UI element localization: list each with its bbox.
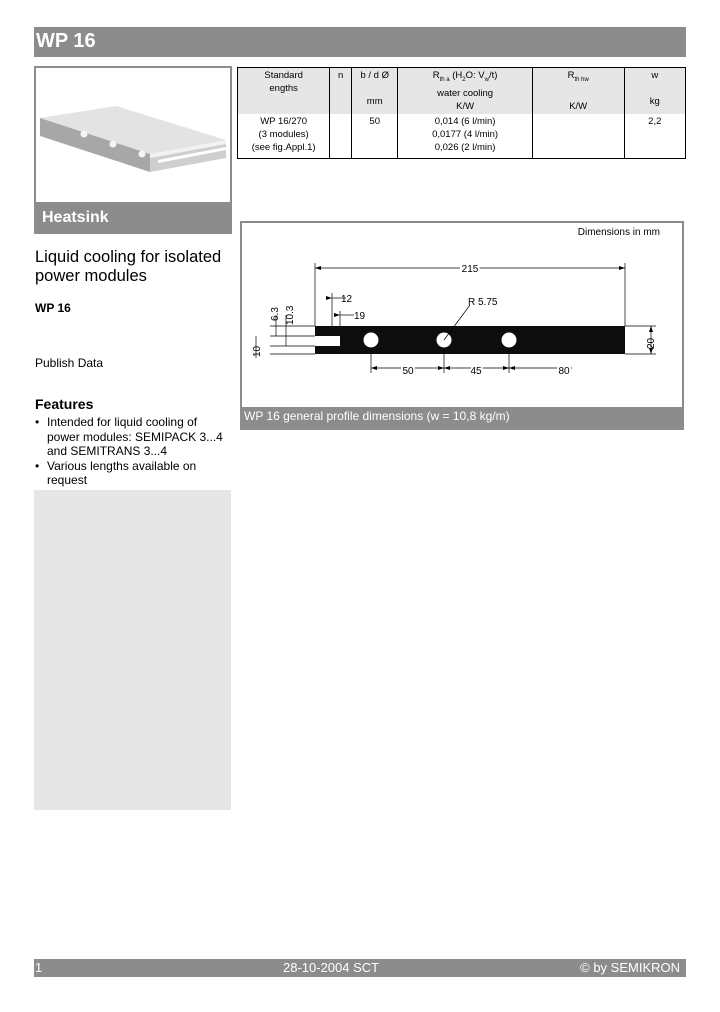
page-number: 1: [35, 960, 43, 975]
features-list: [35, 415, 231, 488]
cell-n: [330, 114, 352, 159]
spec-table: [237, 67, 686, 159]
cell-b-d: 50: [352, 114, 398, 159]
profile-drawing: [242, 223, 682, 407]
footer-bar: [34, 959, 686, 977]
features-heading: Features: [35, 396, 94, 412]
dimension-arrows: [315, 266, 653, 370]
cell-lengths: WP 16/270 (3 modules) (see fig.Appl.1): [238, 114, 330, 159]
dim-6-3: 6.3: [270, 307, 281, 321]
product-image: [36, 68, 230, 202]
header-n: n: [330, 68, 352, 114]
drawing-frame: [240, 221, 684, 430]
units-note: Dimensions in mm: [577, 227, 660, 238]
header-rth-water: $R_{th a}$ ($H_2O$: $V_w/t$) water cooling K/W: [398, 68, 532, 114]
footer-copyright: © by SEMIKRON: [580, 960, 680, 975]
feature-item: • Various lengths available on request: [35, 459, 231, 488]
title-bar: [34, 27, 686, 57]
dim-45: 45: [470, 366, 482, 377]
channel-hole: [502, 333, 517, 348]
category-label: Heatsink: [42, 209, 109, 226]
header-b-d: b / d Ø mm: [352, 68, 398, 114]
dim-total-length: 215: [461, 264, 479, 275]
feature-item: • Intended for liquid cooling of power modules: SEMIPACK 3...4 and SEMITRANS 3...4: [35, 415, 231, 459]
dim-80: 80: [558, 366, 570, 377]
publish-status: Publish Data: [35, 356, 104, 370]
type-label: WP 16: [35, 301, 71, 315]
product-subtitle: Liquid cooling for isolated power modules: [35, 248, 222, 285]
profile-body: [315, 326, 625, 354]
cell-weight: 2,2: [624, 114, 685, 159]
header-lengths: Standard engths: [238, 68, 330, 114]
table-row: [238, 114, 686, 159]
page-title: WP 16: [36, 30, 96, 52]
cell-rth-water: 0,014 (6 l/min) 0,0177 (4 l/min) 0,026 (2 l/min): [398, 114, 532, 159]
dim-19: 19: [354, 311, 366, 322]
header-weight: w kg: [624, 68, 685, 114]
cell-rth-hw: [532, 114, 624, 159]
dim-12: 12: [341, 294, 353, 305]
footer-date: 28-10-2004 SCT: [283, 960, 380, 975]
dim-10: 10: [252, 345, 263, 357]
dim-10-3: 10.3: [285, 305, 296, 325]
left-sidebar: [34, 246, 231, 810]
dimension-lines: [256, 263, 656, 373]
dim-radius: R 5.75: [468, 297, 498, 308]
header-rth-hw: $R_{th hw}$ K/W: [532, 68, 624, 114]
dim-50: 50: [402, 366, 414, 377]
product-box: [34, 66, 232, 234]
table-header-row: [238, 68, 686, 114]
dim-20: 20: [646, 337, 657, 349]
profile-slot: [315, 336, 340, 346]
heatsink-photo-icon: [36, 68, 230, 202]
channel-hole: [364, 333, 379, 348]
drawing-caption: WP 16 general profile dimensions (w = 10,8 kg/m): [244, 409, 510, 423]
